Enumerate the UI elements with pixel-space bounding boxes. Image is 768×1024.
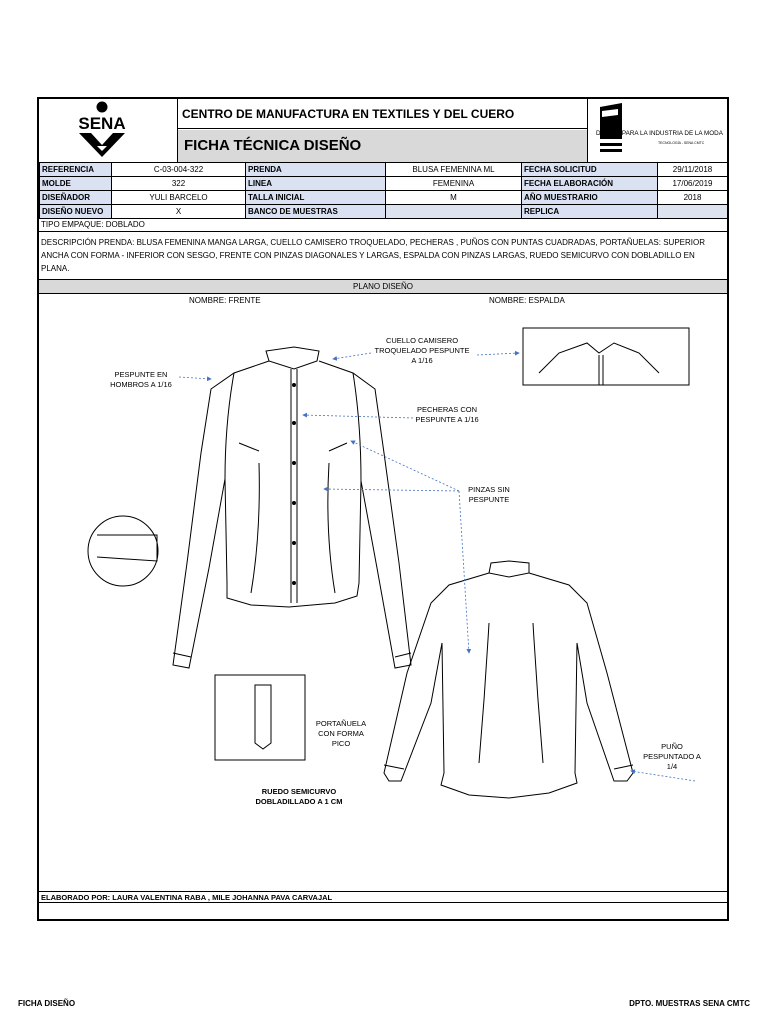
callout-arrows [179, 353, 695, 781]
nombre-frente: NOMBRE: FRENTE [189, 296, 261, 305]
value-replica [658, 205, 728, 219]
label-disenador: DISEÑADOR [40, 191, 112, 205]
value-disenador: YULI BARCELO [112, 191, 246, 205]
label-replica: REPLICA [522, 205, 658, 219]
callout-pespunte-hombros: PESPUNTE EN HOMBROS A 1/16 [110, 370, 172, 389]
nombre-espalda: NOMBRE: ESPALDA [489, 296, 565, 305]
callout-puno: PUÑO PESPUNTADO A 1/4 [643, 742, 701, 771]
footer-left: FICHA DISEÑO [18, 999, 76, 1008]
value-fecha-elaboracion: 17/06/2019 [658, 177, 728, 191]
brand-line-2: TECNOLOGÍA - SENA CMTC [658, 141, 705, 145]
label-referencia: REFERENCIA [40, 163, 112, 177]
callout-cuello: CUELLO CAMISERO TROQUELADO PESPUNTE A 1/16 [374, 336, 470, 365]
front-blouse-sketch [173, 347, 411, 668]
value-fecha-solicitud: 29/11/2018 [658, 163, 728, 177]
sheet-header [39, 99, 727, 163]
value-linea: FEMENINA [386, 177, 522, 191]
table-row [40, 163, 728, 177]
table-row [40, 205, 728, 219]
svg-text:SENA: SENA [78, 114, 126, 133]
elaborado-por: ELABORADO POR: LAURA VALENTINA RABA , MILE JOHANNA PAVA CARVAJAL [39, 891, 727, 903]
callout-pecheras: PECHERAS CON PESPUNTE A 1/16 [415, 405, 479, 424]
callout-pinzas: PINZAS SIN PESPUNTE [468, 485, 510, 504]
label-fecha-solicitud: FECHA SOLICITUD [522, 163, 658, 177]
label-molde: MOLDE [40, 177, 112, 191]
label-diseno-nuevo: DISEÑO NUEVO [40, 205, 112, 219]
back-blouse-sketch [384, 561, 633, 798]
label-fecha-elaboracion: FECHA ELABORACIÓN [522, 177, 658, 191]
value-talla-inicial: M [386, 191, 522, 205]
label-linea: LINEA [246, 177, 386, 191]
center-title: CENTRO DE MANUFACTURA EN TEXTILES Y DEL CUERO [178, 99, 587, 129]
value-prenda: BLUSA FEMENINA ML [386, 163, 522, 177]
callout-portanuela: PORTAÑUELA CON FORMA PICO [315, 719, 367, 748]
table-row [40, 177, 728, 191]
design-sheet [37, 97, 729, 921]
value-ano-muestrario: 2018 [658, 191, 728, 205]
detail-insets [88, 328, 689, 760]
descripcion: DESCRIPCIÓN PRENDA: BLUSA FEMENINA MANGA LARGA, CUELLO CAMISERO TROQUELADO, PECHERAS , PUÑOS CON PUNTAS CUADRADAS, PORTAÑUELAS: SUPERIOR ANCHA CON FORMA - INFERIOR CON SESGO, FRENTE CON PINZAS DIAGONALES Y LARGAS, ESPALDA CON PINZAS LARGAS, RUEDO SEMICURVO CON DOBLADILLO EN PLANA. [39, 232, 727, 280]
value-diseno-nuevo: X [112, 205, 246, 219]
sheet-title: FICHA TÉCNICA DISEÑO [178, 130, 587, 162]
label-talla-inicial: TALLA INICIAL [246, 191, 386, 205]
brand-logo [587, 99, 728, 162]
value-molde: 322 [112, 177, 246, 191]
label-prenda: PRENDA [246, 163, 386, 177]
info-table [39, 162, 728, 219]
footer-right: DPTO. MUESTRAS SENA CMTC [629, 999, 750, 1008]
plano-title: PLANO DISEÑO [39, 280, 727, 294]
value-referencia: C-03-004-322 [112, 163, 246, 177]
label-ano-muestrario: AÑO MUESTRARIO [522, 191, 658, 205]
value-banco-muestras [386, 205, 522, 219]
tipo-empaque: TIPO EMPAQUE: DOBLADO [39, 218, 727, 232]
garment-drawing [39, 293, 727, 893]
brand-line-1: DISEÑO PARA LA INDUSTRIA DE LA MODA [596, 130, 723, 137]
label-banco-muestras: BANCO DE MUESTRAS [246, 205, 386, 219]
table-row [40, 191, 728, 205]
sena-logo [39, 99, 178, 162]
callout-ruedo: RUEDO SEMICURVO DOBLADILLADO A 1 CM [255, 787, 343, 806]
